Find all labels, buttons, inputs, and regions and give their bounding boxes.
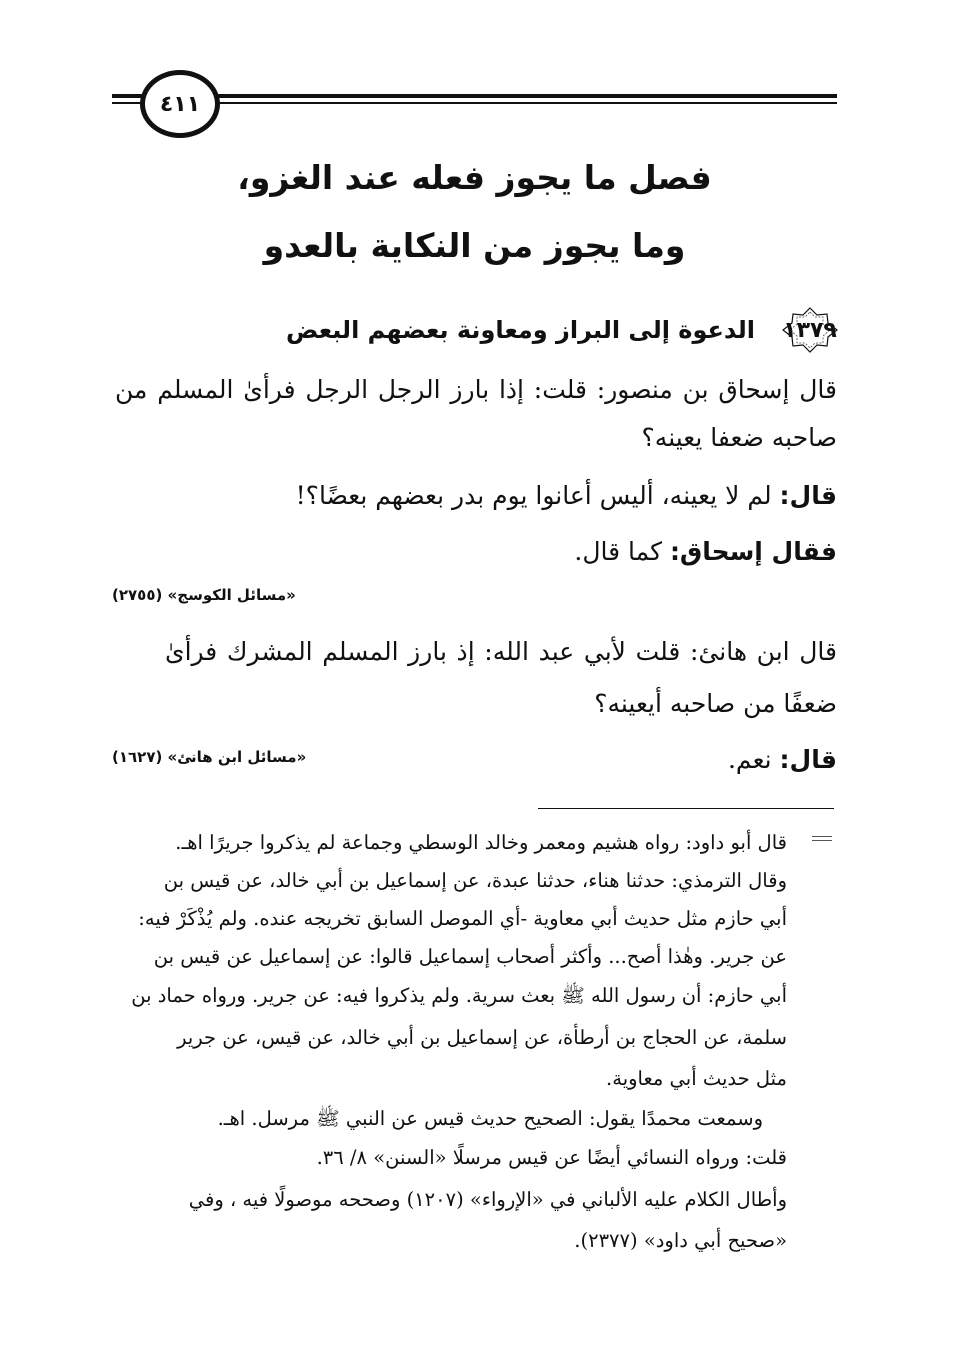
paragraph-4-line1: قال ابن هانئ: قلت لأبي عبد الله: إذ بارز المسلم المشرك فرأىٰ [165, 637, 837, 666]
section-number: ١٣٧٩ [783, 317, 837, 343]
page-number: ٤١١ [140, 70, 220, 138]
footnote-line: قلت: ورواه النسائي أيضًا عن قيس مرسلًا «السنن» ٨/ ٣٦. [316, 1146, 787, 1169]
footnote-line: عن جرير. وهٰذا أصح... وأكثر أصحاب إسماعيل قالوا: عن إسماعيل عن قيس بن [153, 945, 787, 968]
paragraph-3-text: كما قال. [574, 537, 662, 566]
footnote-line: وقال الترمذي: حدثنا هناء، حدثنا عبدة، عن إسماعيل بن أبي خالد، عن قيس بن [163, 869, 787, 892]
header-rule-thick [112, 94, 837, 98]
footnote-separator [538, 808, 834, 809]
footnote-line: أبي حازم: أن رسول الله ﷺ بعث سرية. ولم يذكروا فيه: عن جرير. ورواه حماد بن [131, 984, 787, 1007]
speaker-label: قال: [779, 745, 837, 774]
paragraph-4-line2: ضعفًا من صاحبه أيعينه؟ [594, 689, 837, 718]
speaker-label: قال: [779, 481, 837, 510]
footnote-continuation-mark [812, 836, 832, 844]
chapter-title-line2: وما يجوز من النكاية بالعدو [263, 226, 686, 265]
footnote-line: وأطال الكلام عليه الألباني في «الإرواء» (١٢٠٧) وصححه موصولًا فيه ، وفي [188, 1188, 787, 1211]
paragraph-5-text: نعم. [727, 745, 772, 774]
header-rule-thin [112, 102, 837, 104]
footnote-line: مثل حديث أبي معاوية. [606, 1067, 787, 1090]
footnote-line: وسمعت محمدًا يقول: الصحيح حديث قيس عن النبي ﷺ مرسل. اهـ. [217, 1107, 763, 1130]
paragraph-1-line1: قال إسحاق بن منصور: قلت: إذا بارز الرجل الرجل فرأىٰ المسلم من [115, 375, 837, 404]
section-heading [111, 306, 841, 354]
footnote-line: سلمة، عن الحجاج بن أرطأة، عن إسماعيل بن أبي خالد، عن قيس، عن جرير [177, 1026, 787, 1049]
source-citation-2: «مسائل ابن هانئ» (١٦٢٧) [112, 748, 307, 766]
footnote-line: قال أبو داود: رواه هشيم ومعمر وخالد الوسطي وجماعة لم يذكروا جريرًا اهـ. [175, 831, 787, 854]
speaker-label: فقال إسحاق: [669, 537, 837, 566]
footnote-line: أبي حازم مثل حديث أبي معاوية -أي الموصل السابق تخريجه عنده. ولم يُذْكَرْ فيه: [138, 907, 787, 930]
footnote-line: «صحيح أبي داود» (٢٣٧٧). [574, 1229, 787, 1252]
paragraph-2-text: لم لا يعينه، أليس أعانوا يوم بدر بعضهم بعضًا؟! [295, 481, 772, 510]
source-citation-1: «مسائل الكوسج» (٢٧٥٥) [112, 586, 296, 604]
paragraph-3 [165, 528, 837, 576]
paragraph-1-line2: صاحبه ضعفا يعينه؟ [641, 423, 837, 452]
paragraph-2 [165, 472, 837, 520]
section-title: الدعوة إلى البراز ومعاونة بعضهم البعض [285, 316, 755, 344]
section-number-badge [779, 306, 841, 354]
chapter-title-line1: فصل ما يجوز فعله عند الغزو، [237, 158, 712, 197]
